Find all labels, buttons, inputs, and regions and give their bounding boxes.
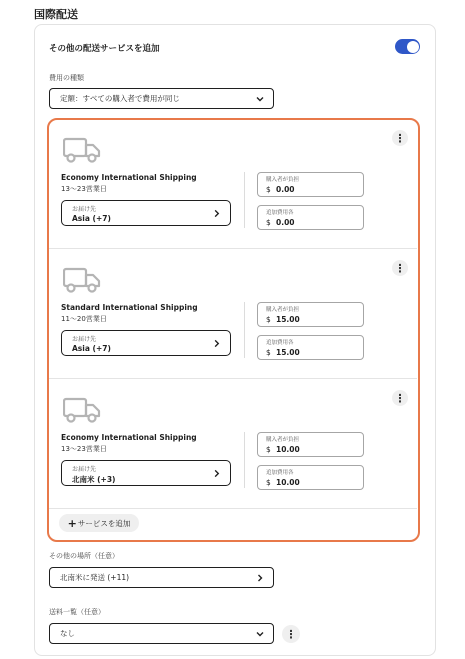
currency-symbol: $	[266, 478, 271, 487]
row-divider	[49, 378, 417, 379]
buyer-pays-field[interactable]	[257, 302, 364, 327]
buyer-pays-field[interactable]	[257, 432, 364, 457]
more-options-icon[interactable]: ⋮	[392, 130, 408, 146]
additional-cost-value: 10.00	[276, 478, 300, 487]
buyer-pays-value: 0.00	[276, 185, 295, 194]
destination-label: お届け先	[72, 466, 97, 473]
plus-icon: +	[67, 516, 77, 530]
rate-table-more-icon[interactable]: ⋮	[282, 625, 300, 643]
truck-icon	[63, 136, 101, 164]
buyer-pays-label: 購入者が負担	[266, 177, 300, 183]
more-options-icon[interactable]: ⋮	[392, 390, 408, 406]
additional-cost-field[interactable]	[257, 205, 364, 230]
chevron-down-icon	[255, 629, 265, 639]
chevron-right-icon	[212, 209, 221, 218]
fee-type-label: 費用の種類	[49, 74, 84, 82]
currency-symbol: $	[266, 348, 271, 357]
service-name: Economy International Shipping	[61, 173, 197, 182]
buyer-pays-value: 15.00	[276, 315, 300, 324]
chevron-right-icon	[212, 339, 221, 348]
add-service-button[interactable]	[59, 514, 139, 532]
other-locations-value: 北南米に発送 (+11)	[60, 573, 130, 582]
destination-value: Asia (+7)	[72, 344, 111, 353]
destination-label: お届け先	[72, 336, 97, 343]
additional-cost-value: 15.00	[276, 348, 300, 357]
rate-table-label: 送料一覧（任意）	[49, 608, 105, 616]
service-delivery-days: 11～20営業日	[61, 315, 107, 323]
buyer-pays-label: 購入者が負担	[266, 437, 300, 443]
currency-symbol: $	[266, 315, 271, 324]
additional-cost-value: 0.00	[276, 218, 295, 227]
shipping-service-row	[49, 250, 417, 380]
truck-icon	[63, 396, 101, 424]
shipping-service-row	[49, 380, 417, 510]
add-service-toggle[interactable]	[395, 39, 420, 54]
row-divider	[49, 508, 417, 509]
service-name: Standard International Shipping	[61, 303, 198, 312]
fee-type-select[interactable]	[49, 88, 274, 109]
chevron-right-icon	[212, 469, 221, 478]
service-delivery-days: 13～23営業日	[61, 185, 107, 193]
section-title: 国際配送	[34, 8, 78, 21]
other-locations-button[interactable]	[49, 567, 274, 588]
additional-cost-field[interactable]	[257, 465, 364, 490]
additional-cost-label: 追加費用各	[266, 470, 294, 476]
shipping-service-row	[49, 120, 417, 250]
buyer-pays-value: 10.00	[276, 445, 300, 454]
buyer-pays-field[interactable]	[257, 172, 364, 197]
other-locations-label: その他の場所（任意）	[49, 552, 119, 560]
additional-cost-label: 追加費用各	[266, 210, 294, 216]
service-delivery-days: 13～23営業日	[61, 445, 107, 453]
destination-button[interactable]	[61, 330, 231, 356]
destination-button[interactable]	[61, 200, 231, 226]
shipping-services-group	[47, 118, 420, 542]
add-service-button-label: サービスを追加	[77, 518, 131, 528]
row-divider	[49, 248, 417, 249]
international-shipping-card	[34, 24, 436, 656]
divider	[244, 172, 245, 228]
fee-type-value: 定額：すべての購入者で費用が同じ	[60, 94, 180, 103]
additional-cost-label: 追加費用各	[266, 340, 294, 346]
destination-value: Asia (+7)	[72, 214, 111, 223]
rate-table-select[interactable]	[49, 623, 274, 644]
more-options-icon[interactable]: ⋮	[392, 260, 408, 276]
add-service-title: その他の配送サービスを追加	[49, 44, 160, 54]
chevron-right-icon	[255, 573, 265, 583]
destination-label: お届け先	[72, 206, 97, 213]
chevron-down-icon	[255, 94, 265, 104]
toggle-knob	[407, 41, 419, 53]
buyer-pays-label: 購入者が負担	[266, 307, 300, 313]
currency-symbol: $	[266, 185, 271, 194]
destination-value: 北南米 (+3)	[72, 475, 116, 484]
rate-table-value: なし	[60, 629, 75, 638]
divider	[244, 432, 245, 488]
destination-button[interactable]	[61, 460, 231, 486]
currency-symbol: $	[266, 218, 271, 227]
currency-symbol: $	[266, 445, 271, 454]
divider	[244, 302, 245, 358]
additional-cost-field[interactable]	[257, 335, 364, 360]
truck-icon	[63, 266, 101, 294]
service-name: Economy International Shipping	[61, 433, 197, 442]
